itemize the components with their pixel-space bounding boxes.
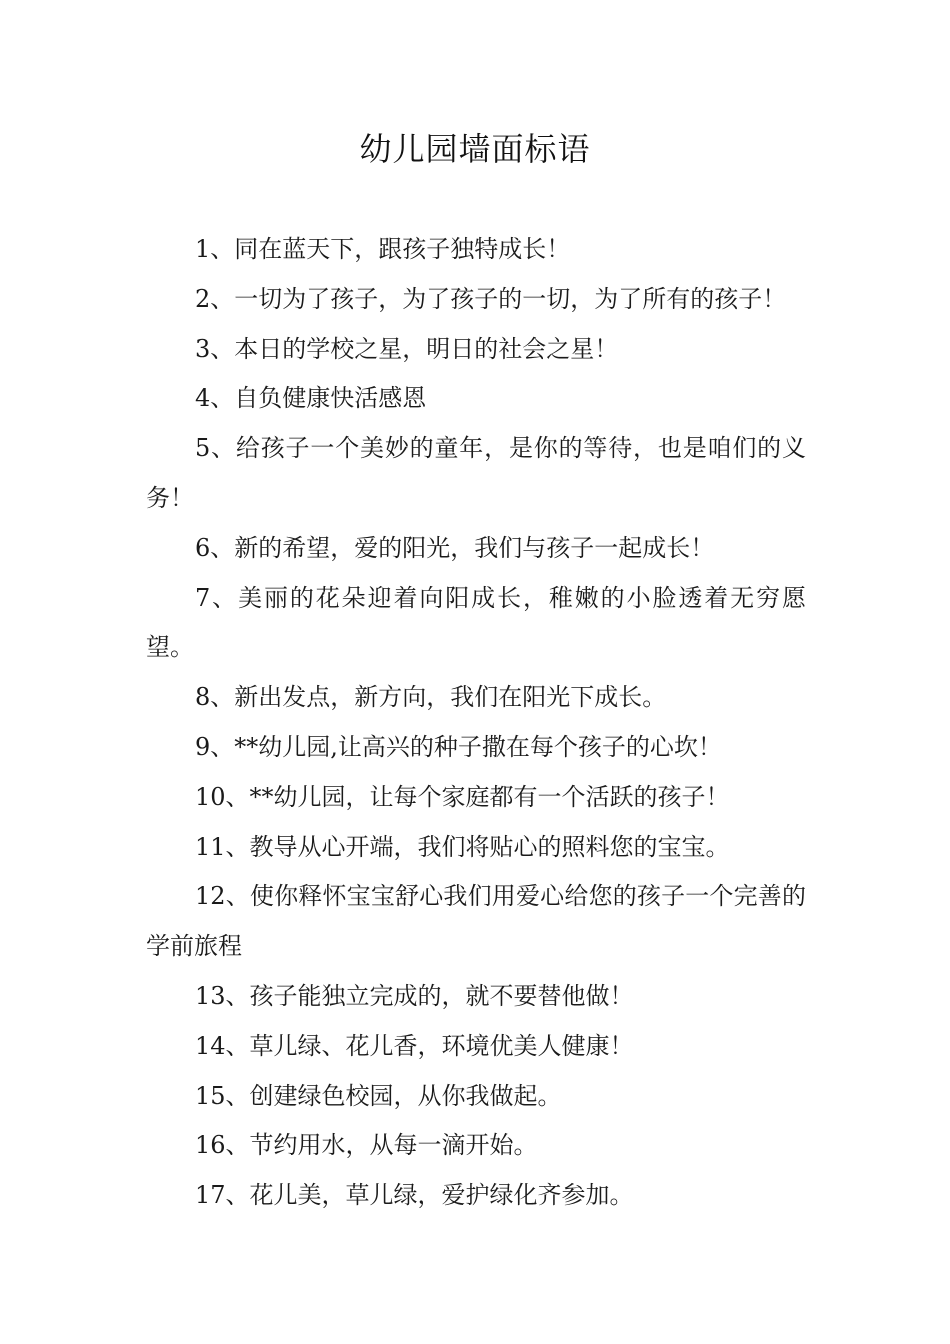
slogan-paragraph: 17、花儿美，草儿绿，爱护绿化齐参加。 [195,1181,634,1210]
slogan-paragraph: 16、节约用水，从每一滴开始。 [195,1131,538,1160]
slogan-paragraph: 9、**幼儿园,让高兴的种子撒在每个孩子的心坎！ [195,732,722,761]
slogan-paragraph: 3、本日的学校之星，明日的社会之星！ [195,334,619,363]
slogan-paragraph: 7、美丽的花朵迎着向阳成长，稚嫩的小脸透着无穷愿望。 [146,583,806,662]
slogan-paragraph: 11、教导从心开端，我们将贴心的照料您的宝宝。 [195,832,730,861]
slogan-paragraph: 10、**幼儿园，让每个家庭都有一个活跃的孩子！ [195,782,730,811]
slogan-paragraph: 2、一切为了孩子，为了孩子的一切，为了所有的孩子！ [195,284,787,313]
slogan-paragraph: 15、创建绿色校园，从你我做起。 [195,1081,562,1110]
slogan-paragraph: 1、同在蓝天下，跟孩子独特成长！ [195,235,571,263]
slogan-paragraph: 8、新出发点，新方向，我们在阳光下成长。 [195,683,667,712]
slogan-paragraph: 6、新的希望，爱的阳光，我们与孩子一起成长！ [195,533,715,562]
document-title: 幼儿园墙面标语 [359,130,591,168]
slogan-paragraph: 5、给孩子一个美妙的童年，是你的等待，也是咱们的义务！ [146,434,806,512]
slogan-paragraph: 14、草儿绿、花儿香，环境优美人健康！ [195,1031,634,1060]
slogan-paragraph: 4、自负健康快活感恩 [195,384,427,413]
slogan-paragraph: 12、使你释怀宝宝舒心我们用爱心给您的孩子一个完善的学前旅程 [146,882,806,961]
slogan-paragraph: 13、孩子能独立完成的，就不要替他做！ [195,981,634,1010]
document-body [146,225,806,1221]
